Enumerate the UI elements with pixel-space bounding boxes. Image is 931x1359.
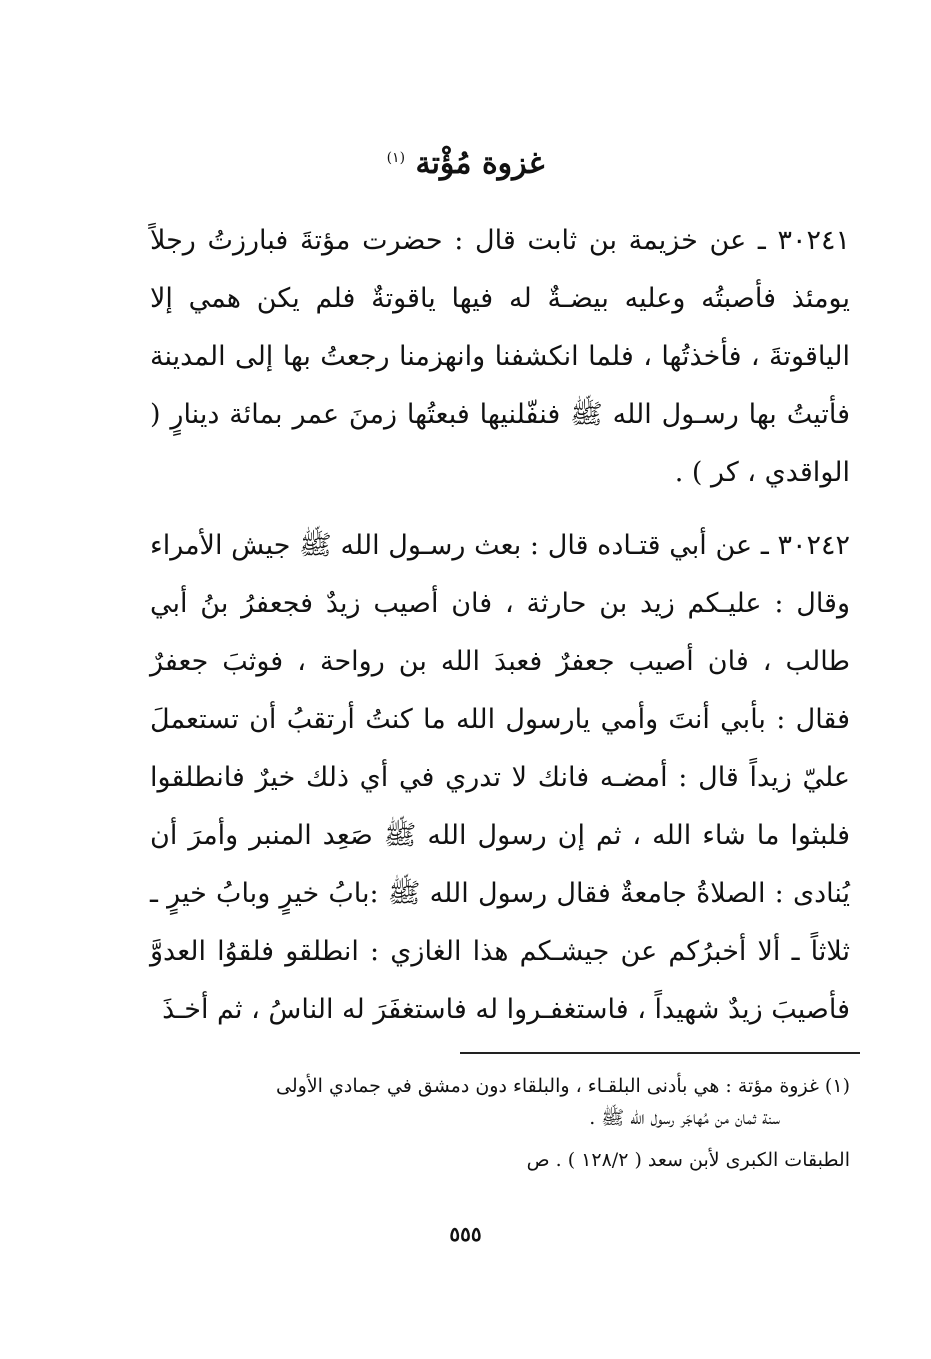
hadith-entry-30241: ٣٠٢٤١ ـ عن خزيمة بن ثابت قال : حضرت مؤتةَ فبارزتُ رجلاً يومئذ فأصبتُه وعليه بيضـةٌ له فيها ياقوتةٌ فلم يكن همي إلا الياقوتةَ ، فأخذتُها ، فلما انكشفنا وانهزمنا رجعتُ بها إلى المدينة فأتيتُ بها رسـول الله ﷺ فنفّلنيها فبعتُها زمنَ عمر بمائة دينارٍ ( الواقدي ، كر ) .: [150, 225, 850, 488]
heading-title: غزوة مُؤْتة: [415, 146, 545, 181]
footnote-line-1: (١) غزوة مؤتة : هي بأدنى البلقـاء ، والبلقاء دون دمشق في جمادي الأولى: [276, 1075, 850, 1097]
footnote-line-2: سنة ثمان من مُهاجَر رسول الله ﷺ .: [589, 1107, 780, 1129]
hadith-body: [150, 212, 850, 1039]
page-heading: [0, 146, 931, 181]
page-number: ٥٥٥: [449, 1222, 482, 1246]
footnote: [150, 1070, 850, 1176]
footnote-reference: (١): [386, 150, 406, 166]
footnote-source: الطبقات الكبرى لأبن سعد ( ١٢٨/٢ ) . ص: [526, 1149, 850, 1171]
hadith-entry-30242: ٣٠٢٤٢ ـ عن أبي قتـاده قال : بعث رسـول الله ﷺ جيش الأمراء وقال : عليـكم زيد بن حارثة ، فان أصيب زيدٌ فجعفرُ بنُ أبي طالب ، فان أصيب جعفرٌ فعبدَ الله بن رواحة ، فوثبَ جعفرٌ فقال : بأبي أنتَ وأمي يارسول الله ما كنتُ أرتقبُ أن تستعملَ عليّ زيداً قال : أمضـه فانك لا تدري في أي ذلك خيرٌ فانطلقوا فلبثوا ما شاء الله ، ثم إن رسول الله ﷺ صَعِد المنبر وأمرَ أن يُنادى : الصلاةُ جامعةٌ فقال رسول الله ﷺ :بابُ خيرٍ وبابُ خيرٍ ـ ثلاثاً ـ ألا أخبرُكم عن جيشـكم هذا الغازي : انطلقو فلقوُا العدوَّ فأصيبَ زيدٌ شهيداً ، فاستغفـروا له فاستغفَرَ له الناسُ ، ثم أخـذَ: [150, 530, 850, 1025]
footnote-divider: [460, 1052, 860, 1054]
